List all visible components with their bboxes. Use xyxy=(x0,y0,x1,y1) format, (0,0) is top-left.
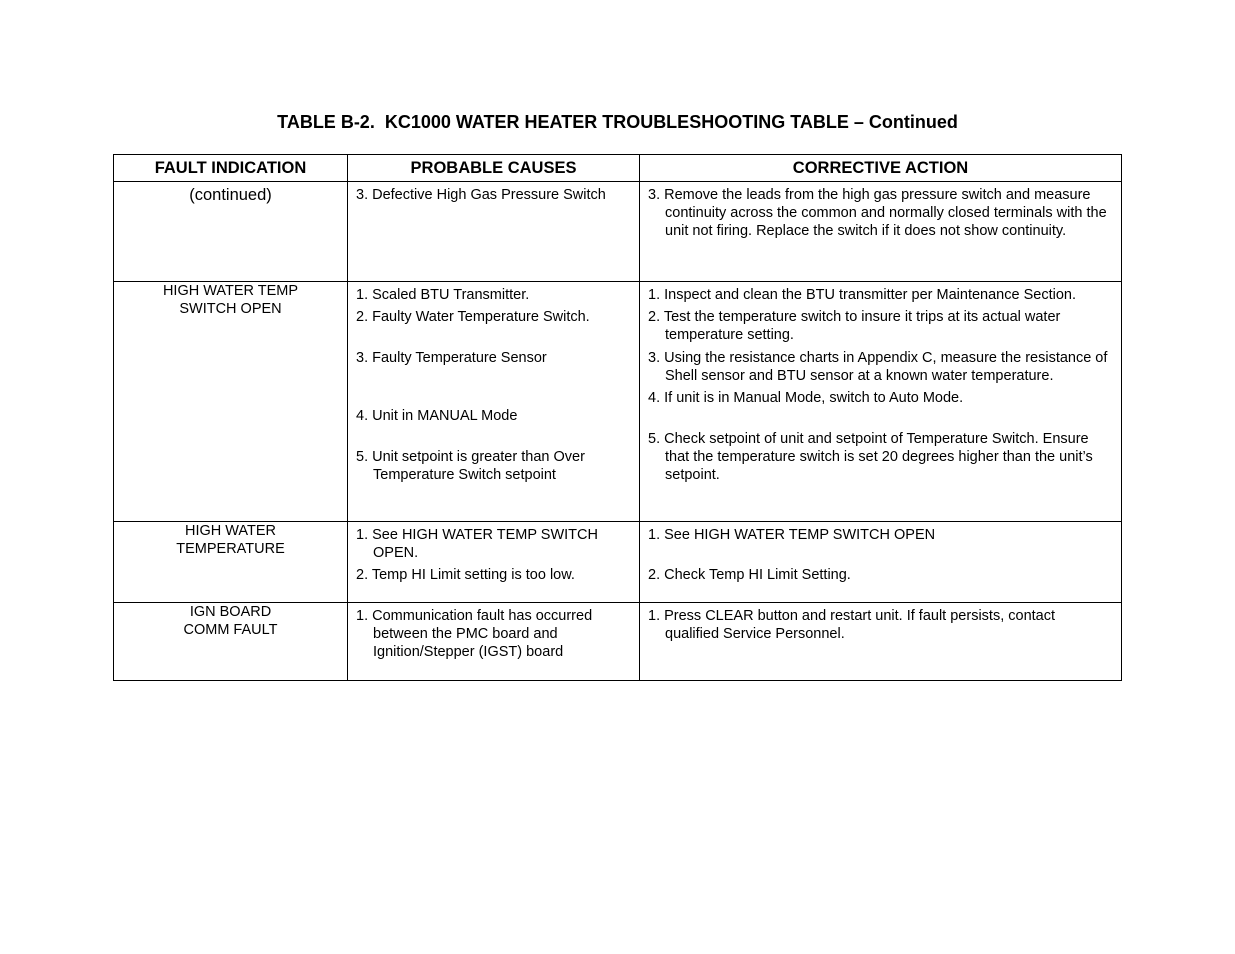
header-corrective-action: CORRECTIVE ACTION xyxy=(640,155,1122,182)
fault-text: HIGH WATER xyxy=(184,523,277,539)
fault-indication-cell xyxy=(114,603,348,681)
fault-indication-cell xyxy=(114,282,348,522)
probable-causes-cell xyxy=(348,282,640,522)
probable-causes-cell xyxy=(348,182,640,282)
table-row xyxy=(114,603,1122,681)
corrective-action-cell xyxy=(640,182,1122,282)
action-item: 5. Check setpoint of unit and setpoint of Temperature Switch. Ensure that the temperature switch is set 20 degrees higher than the unit’s setpoint. xyxy=(648,431,1093,483)
table-header-row xyxy=(114,155,1122,182)
fault-text: HIGH WATER TEMP xyxy=(162,283,299,299)
fault-indication-cell xyxy=(114,182,348,282)
cause-item: 5. Unit setpoint is greater than Over Temperature Switch setpoint xyxy=(356,449,585,483)
table-row xyxy=(114,282,1122,522)
cause-item: 2. Temp HI Limit setting is too low. xyxy=(356,567,575,583)
cause-item: 3. Faulty Temperature Sensor xyxy=(356,350,547,366)
cause-item: 2. Faulty Water Temperature Switch. xyxy=(356,309,590,325)
table-row xyxy=(114,522,1122,603)
fault-text: TEMPERATURE xyxy=(176,541,285,557)
header-probable-causes: PROBABLE CAUSES xyxy=(348,155,640,182)
cause-item: 4. Unit in MANUAL Mode xyxy=(356,408,518,424)
action-item: 1. Inspect and clean the BTU transmitter per Maintenance Section. xyxy=(648,287,1076,303)
action-item: 1. Press CLEAR button and restart unit. If fault persists, contact qualified Service Personnel. xyxy=(648,608,1055,642)
table-row xyxy=(114,182,1122,282)
corrective-action-cell xyxy=(640,603,1122,681)
action-item: 3. Remove the leads from the high gas pressure switch and measure continuity across the common and normally closed terminals with the unit not firing. Replace the switch if it does not show continuity. xyxy=(648,187,1107,239)
action-item: 1. See HIGH WATER TEMP SWITCH OPEN xyxy=(648,527,936,543)
fault-indication-cell xyxy=(114,522,348,603)
action-item: 2. Test the temperature switch to insure it trips at its actual water temperature setting. xyxy=(648,309,1061,343)
fault-text: (continued) xyxy=(189,186,272,204)
header-fault-indication: FAULT INDICATION xyxy=(114,155,348,182)
cause-item: 1. See HIGH WATER TEMP SWITCH OPEN. xyxy=(356,527,598,561)
troubleshooting-table xyxy=(113,154,1122,681)
cause-item: 1. Scaled BTU Transmitter. xyxy=(356,287,530,303)
fault-text: COMM FAULT xyxy=(183,622,278,638)
table-title: TABLE B-2. KC1000 WATER HEATER TROUBLESHOOTING TABLE – Continued xyxy=(277,112,958,132)
fault-text: SWITCH OPEN xyxy=(179,301,282,317)
action-item: 4. If unit is in Manual Mode, switch to Auto Mode. xyxy=(648,390,964,406)
probable-causes-cell xyxy=(348,522,640,603)
fault-text: IGN BOARD xyxy=(189,604,272,620)
probable-causes-cell xyxy=(348,603,640,681)
cause-item: 3. Defective High Gas Pressure Switch xyxy=(356,187,606,203)
action-item: 2. Check Temp HI Limit Setting. xyxy=(648,567,851,583)
action-item: 3. Using the resistance charts in Appendix C, measure the resistance of Shell sensor and BTU sensor at a known water temperature. xyxy=(648,350,1108,384)
cause-item: 1. Communication fault has occurred between the PMC board and Ignition/Stepper (IGST) board xyxy=(356,608,593,660)
corrective-action-cell xyxy=(640,522,1122,603)
corrective-action-cell xyxy=(640,282,1122,522)
